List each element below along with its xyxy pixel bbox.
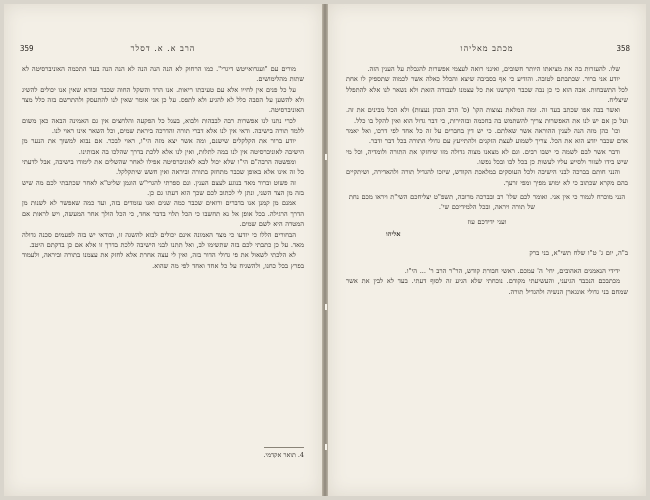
paragraph: זה פשוט וברור מאד בנוגע לעצם הענין. ונם ספרתי להגרי"ש הוגמן שליט"א לאחר שכתבתי לכם מה שיש בזה מן הצד השני, ונתן לי לכתוב לכם שכך הוא דעתו גם כן. <box>22 178 304 198</box>
paragraph: יודע אני ברור. שכתבתם לטובה. והודיע כי אף בסביבה שיצא והכלל כאלה אשר לכמוה שתספיק לו אחת לכל התשבחות. אבה הוא כי כן נבה שכבר הקדשנו את כל עצמנו לעבודה הזאת ולא נשאר לנו אלא להתפלל שיצליח. <box>346 75 628 105</box>
second-letter-header: ב"ה, יום ג' ט"ו שלח תשי"א, בני ברק <box>529 248 628 257</box>
footnote-rule <box>264 447 304 448</box>
footnote-area <box>22 441 304 460</box>
binding-stitch <box>325 444 327 450</box>
paragraph: אמנם מן קמנן אנו בדברים ורואים שכבר כמה שנים ואנו עומדים בזה, ועד כמה שאפשר לא לשנות מן הדרך הרגילה. בכל אופן אל נא תחשבו כי הכל תלוי בדבר אחד, כי הכל הולך אחר המעשה, ויש לראות אם המטרה היא לשם שמים. <box>22 199 304 229</box>
paragraph: ידידי הנאמנים האהובים, יחי' ה' עמכם. ראשי חבורת קודש, הר"ר הרב ר' ... הי"ו. <box>404 266 620 275</box>
paragraph: לכרי נתנו לנו אפשרות רבה לבבהות ולבוא, בעגל כל הפקעה והלחצים אין גם האמינה הבאה כאן משום ללמד תורה בישיבה. ודאי אין לנו אלא דברי תורה והדרכה ביראת שמים, וכל השאר אינו ראוי לנו. <box>22 116 304 136</box>
right-page-header <box>344 44 630 58</box>
left-page <box>4 4 322 496</box>
signature-line: ועני ידידכם עוז <box>467 217 507 226</box>
book-spread <box>4 4 646 496</box>
paragraph: ודבר אשר לבם לשמה כי ישבו רבים. וגם לא מצאנו מצוה גדולה מזו שיחזקו את התורה ולומדיה, וכל מי שיש בידו לעזור ולסייע עליו לעשות כן בכל לבו ובכל נפשו. <box>346 147 628 167</box>
paragraph: לא הלכתי לשאול את פי גדולי הדור בזה, ואין לי עצה אחרת אלא לחזק את עצמנו בתורה וביראה, ולעמוד בפרץ בכל כחנו, ולהשגיח על כל אחד ואחד לפי מה שהוא. <box>22 251 304 270</box>
paragraph: וכו' כהן מזה הנה לענין ההוראה אשר שאלתם. כי יש דין בחברים על זה כל אחד לפי דרכו, ואל יאמר אדם שכבר יודע הוא את הכל. צריך לשמוע לעצת הזקנים ולהתייעץ עם גדולי התורה בכל דבר ודבר. <box>346 127 628 146</box>
paragraph: מורים עם "ועגדואייטש דיגרי". כמו הרחוק לא הנה הנה הנה לא הנה הנה בעד התכמה האוניברסיטה לא שתות מהלימושים. <box>22 65 304 84</box>
paragraph: ואשר בבה אפו שכתב בעד זה. ומה המלאת נצוצות הקו' (ס' הרב הכהן נעצות) ולא הכל מבינים את זה. ועל כן אם יש לנו את האפשרות צריך להשתמש בה בחכמה ובזהירות, כי דבר גדול הוא ואין להקל בו כלל. <box>346 106 628 125</box>
page-number: 359 <box>20 44 34 53</box>
left-page-text <box>22 64 304 271</box>
paragraph: מכתבכם הנכבד הגיעני, והעשיעתי מקודם. נוכחתי שלא הגיע זה לסוף דעתי. בעד לא לבין את אשר שמחם בני גדולי אונגארן הנשיה ולהגדיל תורה. <box>346 277 628 296</box>
paragraph: יודע ברור את הקלקלים שישנם, ומה אשר יצא מזה הי"ו, ראוי לבכר. אם נבוא למשוך את הנער מן הישיבה לאוניברסיטה אין לנו במה לתלות, ואין לנו אלא ללכת בדרך שהלכו בה אבותינו. <box>22 137 304 156</box>
binding-stitch <box>325 304 327 310</box>
binding-stitch <box>325 154 327 160</box>
right-page-text <box>346 64 628 297</box>
running-title: מכתב מאליהו <box>460 44 514 53</box>
paragraph: הבחורים הללו כי יודעו כי מצד האמונה אינם יכולים לבוא להשגה זו, ובודאי יש בזה לפעמים סכנה גדולה מאד. על כן כתבתי לכם בזה שתשימו לב, ואל תתנו לבני הישיבה ללכת בדרך זו אלא אם כן בדקתם היטב. <box>22 230 304 249</box>
signature: אליהו <box>386 230 401 239</box>
paragraph: ומפשטה הרבה"ם הי"ו שלא יכול לבא לאוניברסיטה אפילו לאחר שהשלים את לימודו בישיבה, אבל לדעתי כל זה אינו אלא באופן שכבר מתחזק בתורה וביראה ואין חשש שיתקלקל. <box>22 158 304 177</box>
right-page <box>328 4 646 496</box>
paragraph: והנני חותם בברכה לבני הישיבה ולכל העוסקים במלאכת הקודש, שיזכו להגדיל תורה ולהאדירה, ושיתקיים בהם מקרא שכתוב כי לא ימוש מפיך ומפי זרעך. <box>346 168 628 187</box>
paragraph: על כל פנים אין לחייו אלא עם טעיבתו ריאות. אנו הרד והשקל החוה שכבר ובודא שאין אנו יכולים להשיג ולא להשען על הסבה כלל לא להגיע ולא לתפס. על כן אני אומר שאין לנו להתעסק ולהתרשם בזה כלל מצד האוניברסיטה. <box>22 85 304 115</box>
left-page-header <box>20 44 306 58</box>
page-number: 358 <box>616 44 630 53</box>
letter-closing: הנני מוכרח לגמור כי אין אני. ואומר לכם שלו' רב ובברכה מרובה, תשפ"ט יצליחכם השי"ת ויראו מכם נחת של תורה ויראה, ובכל הלמידיכם שי'. <box>348 193 626 212</box>
footnote: 4. תואר אקדמי. <box>263 451 304 459</box>
running-title: הרב א. א. דסלר <box>130 44 196 53</box>
paragraph: שלו. להעזרות בה את מציאתו היותר חשובים, ואינני רואה לעצמי אפשרות להגבלת על הענין הזה. <box>367 65 620 73</box>
